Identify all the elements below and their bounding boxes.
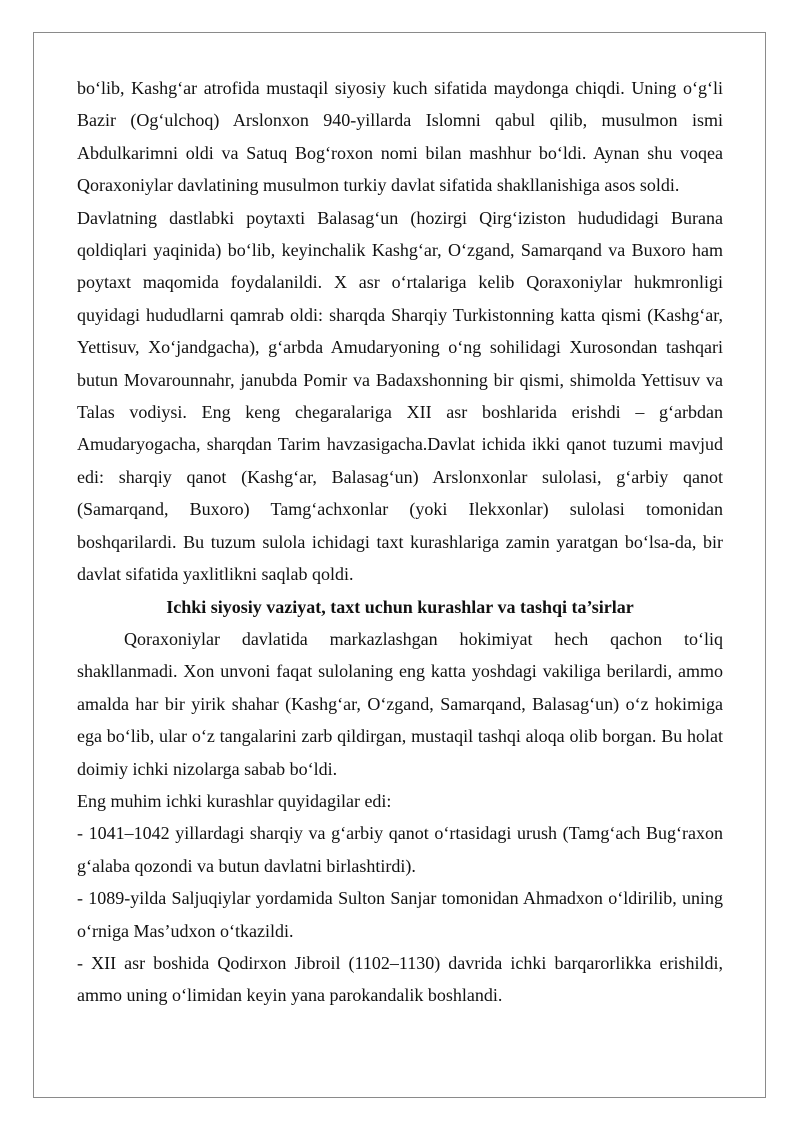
list-intro: Eng muhim ichki kurashlar quyidagilar edi:	[77, 790, 392, 811]
paragraph-capital-territory: Davlatning dastlabki poytaxti Balasag‘un (hozirgi Qirg‘iziston hududidagi Burana qoldiqlari yaqinida) bo‘lib, keyinchalik Kashg‘ar, O‘zgand, Samarqand va Buxoro ham poytaxt maqomida foydalanildi. X asr o‘rtalariga kelib Qoraxoniylar hukmronligi quyidagi hududlarni qamrab oldi: sharqda Sharqiy Turkistonning katta qismi (Kashg‘ar, Yettisuv, Xo‘jandgacha), g‘arbda Amudaryoning o‘ng sohilidagi Xurosondan tashqari butun Movarounnahr, janubda Pomir va Badaxshonning bir qismi, shimolda Yettisuv va Talas vodiysi. Eng keng chegaralariga XII asr boshlarida erishdi – g‘arbdan Amudaryogacha, sharqdan Tarim havzasigacha.Davlat ichida ikki qanot tuzumi mavjud edi: sharqiy qanot (Kashg‘ar, Balasag‘un) Arslonxonlar sulolasi, g‘arbiy qanot (Samarqand, Buxoro) Tamg‘achxonlar (yoki Ilekxonlar) sulolasi tomonidan boshqarilardi. Bu tuzum sulola ichidagi taxt kurashlariga zamin yaratgan bo‘lsa-da, bir davlat sifatida yaxlitlikni saqlab qoldi.	[77, 207, 723, 585]
list-item-1041-war: - 1041–1042 yillardagi sharqiy va g‘arbiy qanot o‘rtasidagi urush (Tamg‘ach Bug‘raxon g‘alaba qozondi va butun davlatni birlashtirdi).	[77, 823, 723, 876]
section-heading: Ichki siyosiy vaziyat, taxt uchun kurashlar va tashqi ta’sirlar	[166, 596, 634, 617]
paragraph-internal-politics: Qoraxoniylar davlatida markazlashgan hokimiyat hech qachon to‘liq shakllanmadi. Xon unvoni faqat sulolaning eng katta yoshdagi vakiliga berilardi, ammo amalda har bir yirik shahar (Kashg‘ar, O‘zgand, Samarqand, Balasag‘un) o‘z hokimiga ega bo‘lib, ular o‘z tangalarini zarb qildirgan, mustaqil tashqi aloqa olib borgan. Bu holat doimiy ichki nizolarga sabab bo‘ldi.	[77, 628, 723, 779]
document-body	[77, 72, 723, 1012]
list-item-qodirxon: - XII asr boshida Qodirxon Jibroil (1102–1130) davrida ichki barqarorlikka erishildi, ammo uning o‘limidan keyin yana parokandalik boshlandi.	[77, 952, 723, 1006]
list-item-1089-sanjar: - 1089-yilda Saljuqiylar yordamida Sulton Sanjar tomonidan Ahmadxon o‘ldirilib, uning o‘rniga Mas’udxon o‘tkazildi.	[77, 888, 723, 941]
paragraph-satuq-bograxon: bo‘lib, Kashg‘ar atrofida mustaqil siyosiy kuch sifatida maydonga chiqdi. Uning o‘g‘li Bazir (Og‘ulchoq) Arslonxon 940-yillarda Islomni qabul qilib, musulmon ismi Abdulkarimni oldi va Satuq Bog‘roxon nomi bilan mashhur bo‘ldi. Aynan shu voqea Qoraxoniylar davlatining musulmon turkiy davlat sifatida shakllanishiga asos soldi.	[77, 78, 723, 196]
